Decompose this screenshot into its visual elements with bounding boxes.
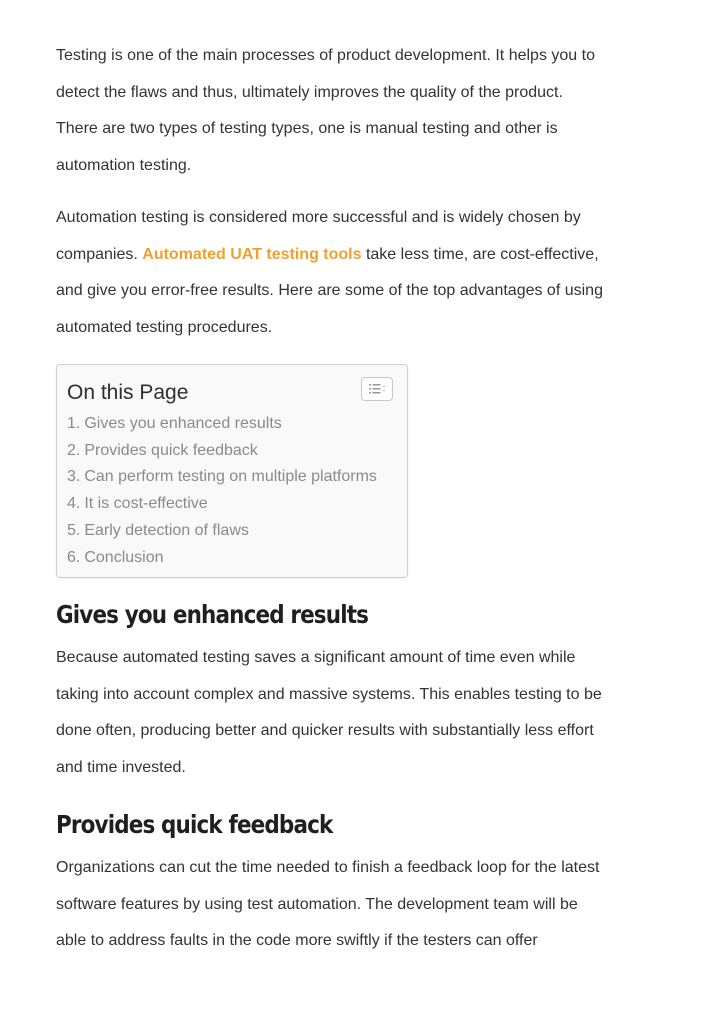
- text-line: Automation testing is considered more successful and is widely chosen by: [56, 209, 581, 226]
- text-fragment: take less time, are cost-effective,: [361, 245, 599, 263]
- toc-item[interactable]: [67, 464, 397, 491]
- article-body: [56, 38, 676, 960]
- toc-item-label: Gives you enhanced results: [84, 415, 282, 432]
- text-line: automation testing.: [56, 156, 192, 174]
- toc-item[interactable]: [67, 438, 397, 465]
- text-line: There are two types of testing types, one is manual testing and other is: [56, 120, 558, 137]
- toc-list: [67, 411, 397, 571]
- toc-item-label: Can perform testing on multiple platforms: [84, 468, 377, 486]
- section-heading-quick-feedback: Provides quick feedback: [56, 810, 333, 839]
- toc-item[interactable]: [67, 518, 397, 545]
- automated-uat-tools-link[interactable]: Automated UAT testing tools: [142, 245, 362, 263]
- text-line: automated testing procedures.: [56, 318, 273, 336]
- table-of-contents: [56, 364, 408, 578]
- toc-title: On this Page: [67, 381, 189, 404]
- text-fragment: companies.: [56, 245, 143, 263]
- intro-paragraph-2: [56, 200, 676, 346]
- toc-item-number: 1.: [67, 415, 81, 432]
- toc-item[interactable]: [67, 411, 397, 438]
- text-line: and give you error-free results. Here are some of the top advantages of using: [56, 282, 603, 299]
- toc-item-label: It is cost-effective: [84, 495, 208, 513]
- text-line: software features by using test automation. The development team will be: [56, 895, 578, 913]
- toc-item-label: Provides quick feedback: [84, 441, 258, 459]
- text-line: Testing is one of the main processes of product development. It helps you to: [56, 47, 595, 64]
- text-line: Organizations can cut the time needed to finish a feedback loop for the latest: [56, 859, 600, 876]
- toc-item-label: Conclusion: [84, 548, 164, 566]
- text-line: able to address faults in the code more swiftly if the testers can offer: [56, 932, 538, 949]
- toc-item[interactable]: [67, 545, 397, 572]
- text-line: and time invested.: [56, 758, 186, 776]
- toc-item-number: 6.: [67, 548, 81, 566]
- text-line: Because automated testing saves a significant amount of time even while: [56, 649, 576, 666]
- toc-item-number: 2.: [67, 441, 81, 459]
- toc-item-number: 4.: [67, 495, 81, 513]
- toc-item-number: 5.: [67, 521, 81, 539]
- intro-paragraph-1: [56, 38, 676, 184]
- text-line: detect the flaws and thus, ultimately improves the quality of the product.: [56, 83, 563, 101]
- text-line: done often, producing better and quicker results with substantially less effort: [56, 722, 594, 739]
- section-heading-enhanced-results: Gives you enhanced results: [56, 600, 369, 629]
- toc-item-number: 3.: [67, 468, 81, 486]
- section-paragraph-quick-feedback: [56, 850, 676, 960]
- list-toggle-icon[interactable]: [361, 377, 393, 401]
- toc-item[interactable]: [67, 491, 397, 518]
- text-line: taking into account complex and massive systems. This enables testing to be: [56, 685, 602, 703]
- toc-item-label: Early detection of flaws: [84, 521, 249, 539]
- section-paragraph-enhanced-results: [56, 640, 676, 786]
